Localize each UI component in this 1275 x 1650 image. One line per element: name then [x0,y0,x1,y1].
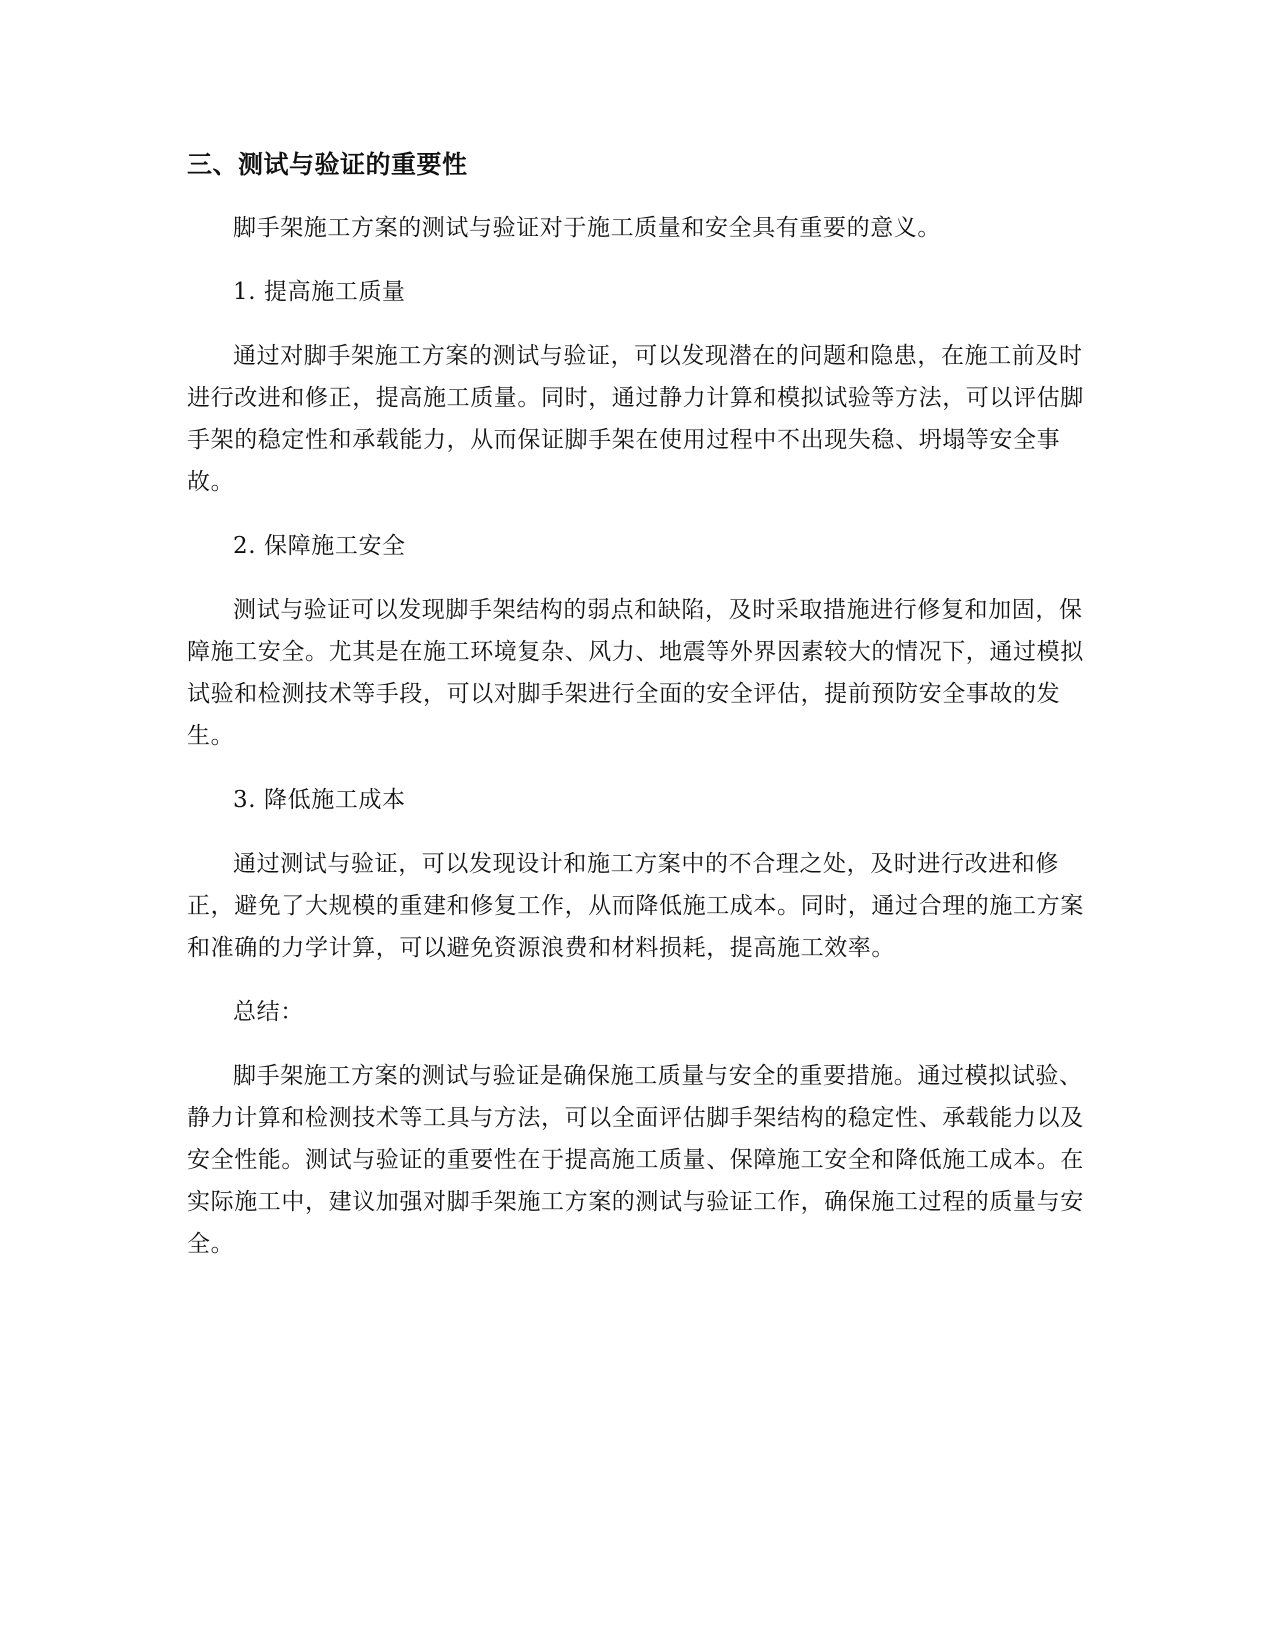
item-title-1: 1. 提高施工质量 [233,279,406,305]
summary-label: 总结： [233,999,304,1025]
item-body-1: 通过对脚手架施工方案的测试与验证，可以发现潜在的问题和隐患，在施工前及时进行改进和修正，提高施工质量。同时，通过静力计算和模拟试验等方法，可以评估脚手架的稳定性和承载能力，从而保证脚手架在使用过程中不出现失稳、坍塌等安全事故。 [187,343,1084,495]
item-title-3: 3. 降低施工成本 [233,787,406,813]
item-body-2: 测试与验证可以发现脚手架结构的弱点和缺陷，及时采取措施进行修复和加固，保障施工安全。尤其是在施工环境复杂、风力、地震等外界因素较大的情况下，通过模拟试验和检测技术等手段，可以对脚手架进行全面的安全评估，提前预防安全事故的发生。 [187,597,1084,749]
summary-paragraph: 脚手架施工方案的测试与验证是确保施工质量与安全的重要措施。通过模拟试验、静力计算和检测技术等工具与方法，可以全面评估脚手架结构的稳定性、承载能力以及安全性能。测试与验证的重要性在于提高施工质量、保障施工安全和降低施工成本。在实际施工中，建议加强对脚手架施工方案的测试与验证工作，确保施工过程的质量与安全。 [187,1063,1084,1257]
item-title-2: 2. 保障施工安全 [233,533,406,559]
item-body-3: 通过测试与验证，可以发现设计和施工方案中的不合理之处，及时进行改进和修正，避免了大规模的重建和修复工作，从而降低施工成本。同时，通过合理的施工方案和准确的力学计算，可以避免资源浪费和材料损耗，提高施工效率。 [187,851,1084,961]
document-body [187,145,1087,1265]
section-heading: 三、测试与验证的重要性 [187,150,468,179]
intro-paragraph: 脚手架施工方案的测试与验证对于施工质量和安全具有重要的意义。 [233,215,941,241]
